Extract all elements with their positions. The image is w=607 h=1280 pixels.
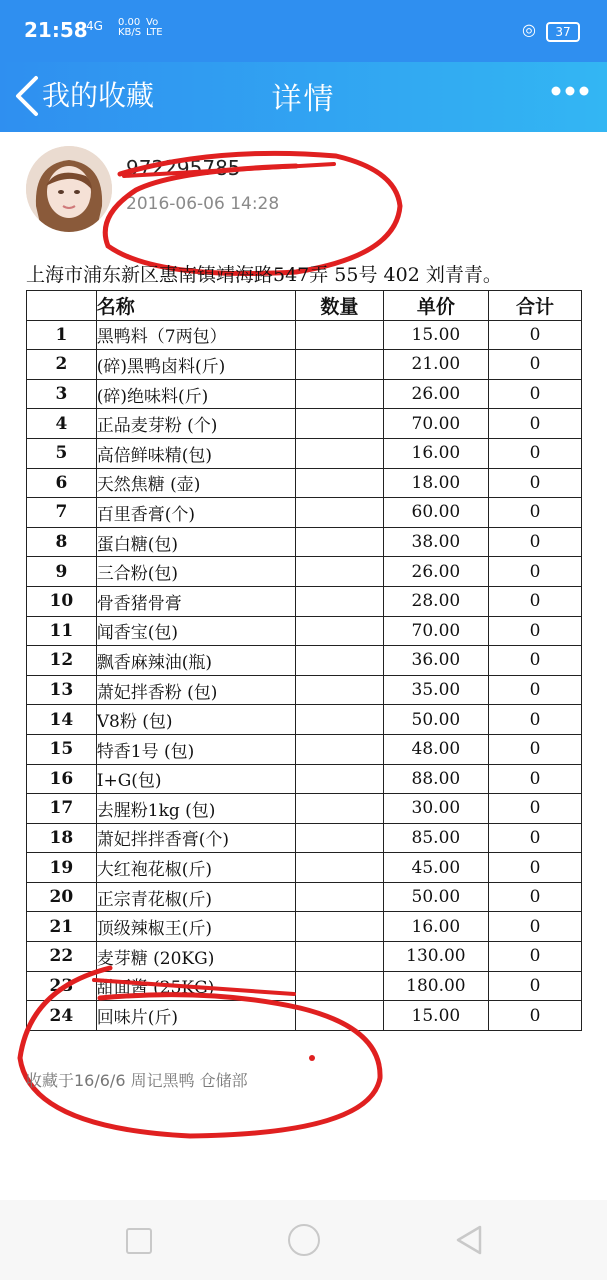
item-name: 黑鸭料（7两包） bbox=[96, 320, 295, 350]
item-total: 0 bbox=[488, 379, 581, 409]
table-header-row bbox=[27, 291, 582, 321]
table-row bbox=[27, 942, 582, 972]
item-price: 180.00 bbox=[383, 971, 488, 1001]
item-quantity bbox=[295, 705, 383, 735]
item-quantity bbox=[295, 912, 383, 942]
row-index: 11 bbox=[27, 616, 97, 646]
item-price: 16.00 bbox=[383, 438, 488, 468]
table-row bbox=[27, 527, 582, 557]
row-index: 16 bbox=[27, 764, 97, 794]
item-price: 18.00 bbox=[383, 468, 488, 498]
item-quantity bbox=[295, 527, 383, 557]
item-name: 麦芽糖 (20KG) bbox=[96, 942, 295, 972]
item-name: (碎)绝味料(斤) bbox=[96, 379, 295, 409]
row-index: 13 bbox=[27, 675, 97, 705]
item-quantity bbox=[295, 853, 383, 883]
row-index: 5 bbox=[27, 438, 97, 468]
item-price: 30.00 bbox=[383, 794, 488, 824]
item-price: 70.00 bbox=[383, 409, 488, 439]
row-index: 23 bbox=[27, 971, 97, 1001]
item-name: 顶级辣椒王(斤) bbox=[96, 912, 295, 942]
item-price: 15.00 bbox=[383, 320, 488, 350]
row-index: 19 bbox=[27, 853, 97, 883]
row-index: 7 bbox=[27, 498, 97, 528]
item-name: 甜面酱 (25KG) bbox=[96, 971, 295, 1001]
battery-icon: 37 bbox=[546, 22, 580, 42]
table-row bbox=[27, 498, 582, 528]
item-price: 21.00 bbox=[383, 350, 488, 380]
item-price: 70.00 bbox=[383, 616, 488, 646]
item-name: 三合粉(包) bbox=[96, 557, 295, 587]
table-row bbox=[27, 1001, 582, 1031]
item-total: 0 bbox=[488, 1001, 581, 1031]
row-index: 20 bbox=[27, 882, 97, 912]
item-price: 26.00 bbox=[383, 379, 488, 409]
item-total: 0 bbox=[488, 527, 581, 557]
table-row bbox=[27, 616, 582, 646]
item-total: 0 bbox=[488, 882, 581, 912]
item-total: 0 bbox=[488, 646, 581, 676]
item-total: 0 bbox=[488, 557, 581, 587]
table-row bbox=[27, 794, 582, 824]
row-index: 14 bbox=[27, 705, 97, 735]
item-price: 50.00 bbox=[383, 705, 488, 735]
table-row bbox=[27, 764, 582, 794]
item-total: 0 bbox=[488, 764, 581, 794]
item-name: 百里香膏(个) bbox=[96, 498, 295, 528]
item-quantity bbox=[295, 557, 383, 587]
item-price: 88.00 bbox=[383, 764, 488, 794]
row-index: 8 bbox=[27, 527, 97, 557]
home-button[interactable] bbox=[288, 1224, 320, 1256]
table-row bbox=[27, 971, 582, 1001]
item-price: 16.00 bbox=[383, 912, 488, 942]
row-index: 22 bbox=[27, 942, 97, 972]
avatar-image bbox=[26, 146, 112, 232]
item-price: 50.00 bbox=[383, 882, 488, 912]
item-quantity bbox=[295, 823, 383, 853]
item-name: 蛋白糖(包) bbox=[96, 527, 295, 557]
item-name: 大红袍花椒(斤) bbox=[96, 853, 295, 883]
column-header-name: 名称 bbox=[96, 291, 295, 321]
item-quantity bbox=[295, 646, 383, 676]
shipping-address: 上海市浦东新区惠南镇靖海路547弄 55号 402 刘青青。 bbox=[26, 264, 502, 286]
item-name: 正宗青花椒(斤) bbox=[96, 882, 295, 912]
item-quantity bbox=[295, 942, 383, 972]
item-name: V8粉 (包) bbox=[96, 705, 295, 735]
row-index: 17 bbox=[27, 794, 97, 824]
table-row bbox=[27, 882, 582, 912]
item-name: 萧妃拌香粉 (包) bbox=[96, 675, 295, 705]
item-price: 35.00 bbox=[383, 675, 488, 705]
table-row bbox=[27, 409, 582, 439]
table-row bbox=[27, 379, 582, 409]
row-index: 15 bbox=[27, 734, 97, 764]
row-index: 21 bbox=[27, 912, 97, 942]
row-index: 4 bbox=[27, 409, 97, 439]
row-index: 18 bbox=[27, 823, 97, 853]
page-title: 详情 bbox=[271, 82, 336, 117]
item-quantity bbox=[295, 616, 383, 646]
item-price: 26.00 bbox=[383, 557, 488, 587]
table-row bbox=[27, 586, 582, 616]
item-total: 0 bbox=[488, 616, 581, 646]
item-price: 85.00 bbox=[383, 823, 488, 853]
item-name: (碎)黑鸭卤料(斤) bbox=[96, 350, 295, 380]
favorite-datetime: 2016-06-06 14:28 bbox=[126, 194, 280, 214]
row-index: 12 bbox=[27, 646, 97, 676]
item-quantity bbox=[295, 764, 383, 794]
order-table bbox=[26, 290, 582, 1031]
table-row bbox=[27, 705, 582, 735]
back-nav-button[interactable] bbox=[454, 1224, 484, 1256]
column-header-price: 单价 bbox=[383, 291, 488, 321]
table-row bbox=[27, 438, 582, 468]
item-total: 0 bbox=[488, 320, 581, 350]
item-name: 萧妃拌拌香膏(个) bbox=[96, 823, 295, 853]
item-quantity bbox=[295, 350, 383, 380]
network-speed bbox=[118, 18, 141, 38]
table-row bbox=[27, 912, 582, 942]
item-total: 0 bbox=[488, 468, 581, 498]
item-total: 0 bbox=[488, 794, 581, 824]
item-name: 正品麦芽粉 (个) bbox=[96, 409, 295, 439]
item-name: 骨香猪骨膏 bbox=[96, 586, 295, 616]
item-quantity bbox=[295, 971, 383, 1001]
favorite-detail bbox=[0, 132, 607, 1200]
item-name: 特香1号 (包) bbox=[96, 734, 295, 764]
system-nav-bar bbox=[0, 1200, 607, 1280]
item-quantity bbox=[295, 794, 383, 824]
item-name: I+G(包) bbox=[96, 764, 295, 794]
table-row bbox=[27, 350, 582, 380]
column-header-total: 合计 bbox=[488, 291, 581, 321]
item-quantity bbox=[295, 1001, 383, 1031]
table-row bbox=[27, 468, 582, 498]
status-bar bbox=[0, 0, 607, 62]
favorite-source-note: 收藏于16/6/6 周记黑鸭 仓储部 bbox=[26, 1071, 248, 1090]
row-index: 1 bbox=[27, 320, 97, 350]
status-time: 21:58 bbox=[24, 18, 88, 42]
item-quantity bbox=[295, 675, 383, 705]
item-total: 0 bbox=[488, 734, 581, 764]
item-total: 0 bbox=[488, 705, 581, 735]
more-options-icon[interactable] bbox=[551, 82, 589, 100]
table-row bbox=[27, 823, 582, 853]
item-total: 0 bbox=[488, 409, 581, 439]
item-price: 45.00 bbox=[383, 853, 488, 883]
item-total: 0 bbox=[488, 853, 581, 883]
table-row bbox=[27, 557, 582, 587]
item-name: 天然焦糖 (壶) bbox=[96, 468, 295, 498]
row-index: 3 bbox=[27, 379, 97, 409]
item-total: 0 bbox=[488, 675, 581, 705]
avatar[interactable] bbox=[26, 146, 112, 232]
item-total: 0 bbox=[488, 586, 581, 616]
item-price: 48.00 bbox=[383, 734, 488, 764]
item-name: 去腥粉1kg (包) bbox=[96, 794, 295, 824]
item-total: 0 bbox=[488, 942, 581, 972]
item-total: 0 bbox=[488, 823, 581, 853]
network-indicator: 4G bbox=[86, 19, 103, 33]
row-index: 2 bbox=[27, 350, 97, 380]
table-row bbox=[27, 734, 582, 764]
item-quantity bbox=[295, 734, 383, 764]
table-row bbox=[27, 853, 582, 883]
item-quantity bbox=[295, 438, 383, 468]
column-header-quantity: 数量 bbox=[295, 291, 383, 321]
item-price: 60.00 bbox=[383, 498, 488, 528]
network-speed-value: 0.00 bbox=[118, 17, 141, 28]
item-name: 高倍鲜味精(包) bbox=[96, 438, 295, 468]
item-price: 15.00 bbox=[383, 1001, 488, 1031]
item-quantity bbox=[295, 882, 383, 912]
network-speed-unit: KB/S bbox=[118, 27, 142, 38]
item-price: 28.00 bbox=[383, 586, 488, 616]
row-index: 10 bbox=[27, 586, 97, 616]
carrier-indicator bbox=[146, 18, 163, 38]
item-quantity bbox=[295, 320, 383, 350]
lte-label: LTE bbox=[146, 27, 163, 38]
recent-apps-button[interactable] bbox=[126, 1228, 152, 1254]
item-total: 0 bbox=[488, 350, 581, 380]
item-price: 130.00 bbox=[383, 942, 488, 972]
item-name: 闻香宝(包) bbox=[96, 616, 295, 646]
row-index: 9 bbox=[27, 557, 97, 587]
table-row bbox=[27, 675, 582, 705]
username: 972295785 bbox=[126, 156, 241, 180]
table-row bbox=[27, 646, 582, 676]
item-price: 36.00 bbox=[383, 646, 488, 676]
item-quantity bbox=[295, 586, 383, 616]
back-button[interactable]: 我的收藏 bbox=[42, 79, 155, 112]
carrier-label: Vo bbox=[146, 17, 159, 28]
row-index: 24 bbox=[27, 1001, 97, 1031]
column-header-index bbox=[27, 291, 97, 321]
item-total: 0 bbox=[488, 438, 581, 468]
item-quantity bbox=[295, 468, 383, 498]
item-total: 0 bbox=[488, 498, 581, 528]
row-index: 6 bbox=[27, 468, 97, 498]
item-quantity bbox=[295, 379, 383, 409]
table-row bbox=[27, 320, 582, 350]
item-total: 0 bbox=[488, 912, 581, 942]
item-quantity bbox=[295, 409, 383, 439]
item-name: 回味片(斤) bbox=[96, 1001, 295, 1031]
item-quantity bbox=[295, 498, 383, 528]
item-price: 38.00 bbox=[383, 527, 488, 557]
lock-icon: ◎ bbox=[522, 20, 536, 39]
item-name: 飘香麻辣油(瓶) bbox=[96, 646, 295, 676]
title-bar bbox=[0, 62, 607, 132]
item-total: 0 bbox=[488, 971, 581, 1001]
